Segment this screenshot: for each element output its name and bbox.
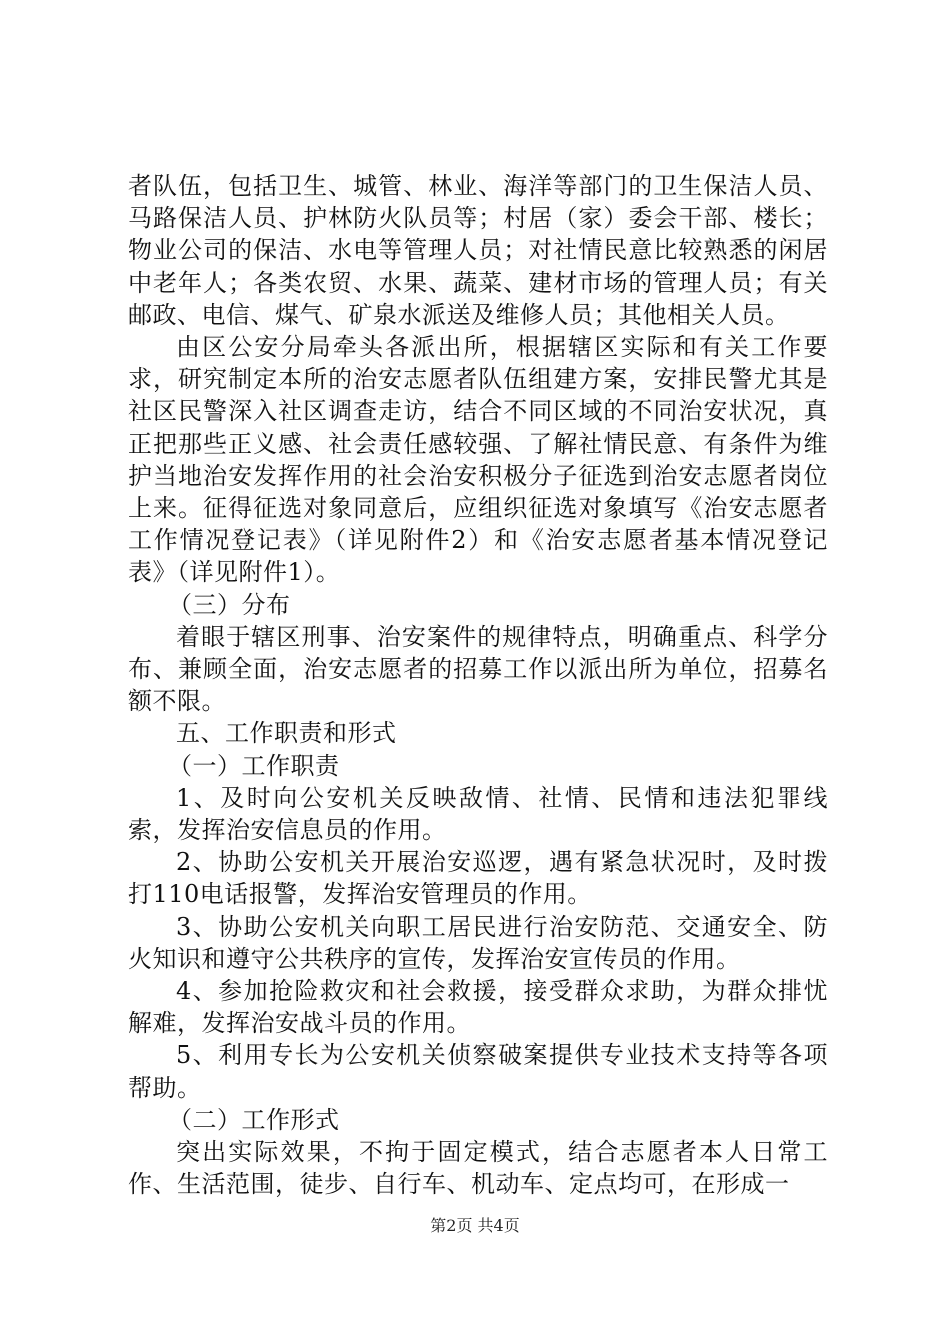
paragraph-work-forms: 突出实际效果，不拘于固定模式，结合志愿者本人日常工作、生活范围，徒步、自行车、机动车、定点均可，在形成一 (128, 1138, 828, 1199)
page-number-footer: 第2页 共4页 (430, 1216, 520, 1235)
paragraph-recruitment-process: 由区公安分局牵头各派出所，根据辖区实际和有关工作要求，研究制定本所的治安志愿者队伍组建方案，安排民警尤其是社区民警深入社区调查走访，结合不同区域的不同治安状况，真正把那些正义感、社会责任感较强、了解社情民意、有条件为维护当地治安发挥作用的社会治安积极分子征选到治安志愿者岗位上来。征得征选对象同意后，应组织征选对象填写《治安志愿者工作情况登记表》（详见附件2）和《治安志愿者基本情况登记表》（详见附件1）。 (128, 333, 828, 587)
heading-distribution: （三）分布 (168, 590, 291, 619)
duty-item-3: 3、协助公安机关向职工居民进行治安防范、交通安全、防火知识和遵守公共秩序的宣传，发挥治安宣传员的作用。 (128, 912, 828, 973)
duty-item-4: 4、参加抢险救灾和社会救援，接受群众求助，为群众排忧解难，发挥治安战斗员的作用。 (128, 977, 828, 1038)
heading-work-duties: （一）工作职责 (168, 751, 340, 780)
paragraph-volunteer-sources: 者队伍，包括卫生、城管、林业、海洋等部门的卫生保洁人员、马路保洁人员、护林防火队员等；村居（家）委会干部、楼长；物业公司的保洁、水电等管理人员；对社情民意比较熟悉的闲居中老年人；各类农贸、水果、蔬菜、建材市场的管理人员；有关邮政、电信、煤气、矿泉水派送及维修人员；其他相关人员。 (128, 172, 828, 329)
duty-item-1: 1、及时向公安机关反映敌情、社情、民情和违法犯罪线索，发挥治安信息员的作用。 (128, 783, 828, 845)
duty-item-2: 2、协助公安机关开展治安巡逻，遇有紧急状况时，及时拨打110电话报警，发挥治安管理员的作用。 (128, 848, 828, 909)
heading-duties-and-forms: 五、工作职责和形式 (176, 719, 397, 748)
duty-item-5: 5、利用专长为公安机关侦察破案提供专业技术支持等各项帮助。 (128, 1041, 828, 1102)
document-body (128, 170, 828, 1201)
paragraph-distribution: 着眼于辖区刑事、治安案件的规律特点，明确重点、科学分布、兼顾全面，治安志愿者的招募工作以派出所为单位，招募名额不限。 (128, 622, 828, 716)
heading-work-forms: （二）工作形式 (168, 1105, 340, 1134)
